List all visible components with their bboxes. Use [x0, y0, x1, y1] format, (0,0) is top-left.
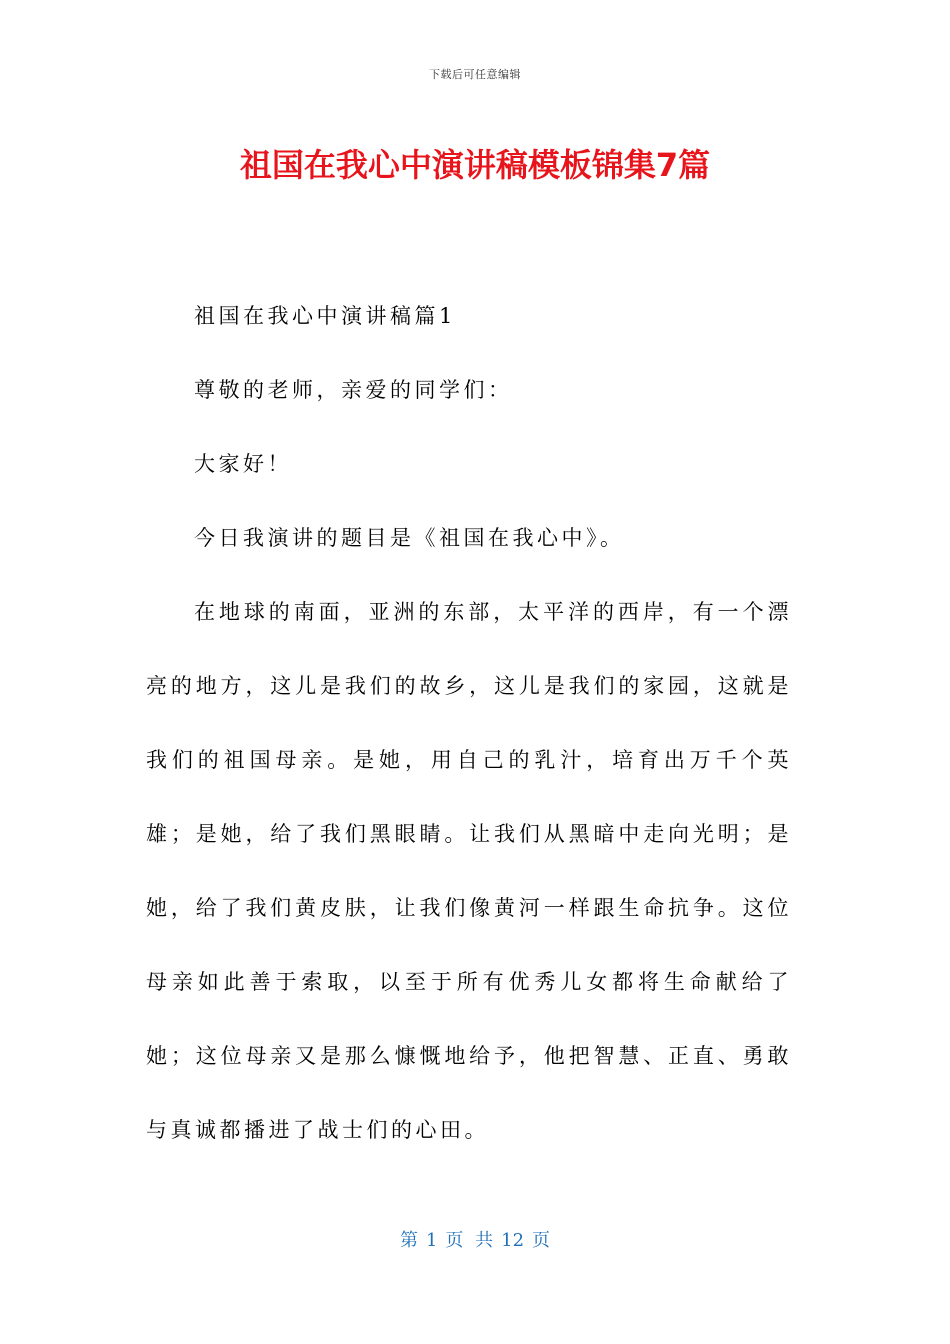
document-body — [146, 279, 792, 1167]
footer-page-number: 1 — [425, 1230, 438, 1251]
document-title: 祖国在我心中演讲稿模板锦集7篇 — [239, 146, 711, 184]
greeting: 大家好！ — [194, 452, 292, 476]
page-footer — [0, 1226, 950, 1252]
section-heading: 祖国在我心中演讲稿篇1 — [194, 304, 456, 328]
speech-topic: 今日我演讲的题目是《祖国在我心中》。 — [194, 526, 625, 550]
body-paragraph: 在地球的南面，亚洲的东部，太平洋的西岸，有一个漂亮的地方，这儿是我们的故乡，这儿是我们的家园，这就是我们的祖国母亲。是她，用自己的乳汁，培育出万千个英雄；是她，给了我们黑眼睛。让我们从黑暗中走向光明；是她，给了我们黄皮肤，让我们像黄河一样跟生命抗争。这位母亲如此善于索取，以至于所有优秀儿女都将生命献给了她；这位母亲又是那么慷慨地给予，他把智慧、正直、勇敢与真诚都播进了战士们的心田。 — [146, 600, 792, 1142]
footer-prefix: 第 — [399, 1230, 418, 1251]
header-note: 下载后可任意编辑 — [429, 68, 521, 81]
footer-suffix: 页 — [532, 1230, 551, 1251]
footer-total-pages: 12 — [501, 1230, 525, 1251]
footer-middle: 页 共 — [445, 1230, 494, 1251]
salutation: 尊敬的老师，亲爱的同学们： — [194, 378, 513, 402]
